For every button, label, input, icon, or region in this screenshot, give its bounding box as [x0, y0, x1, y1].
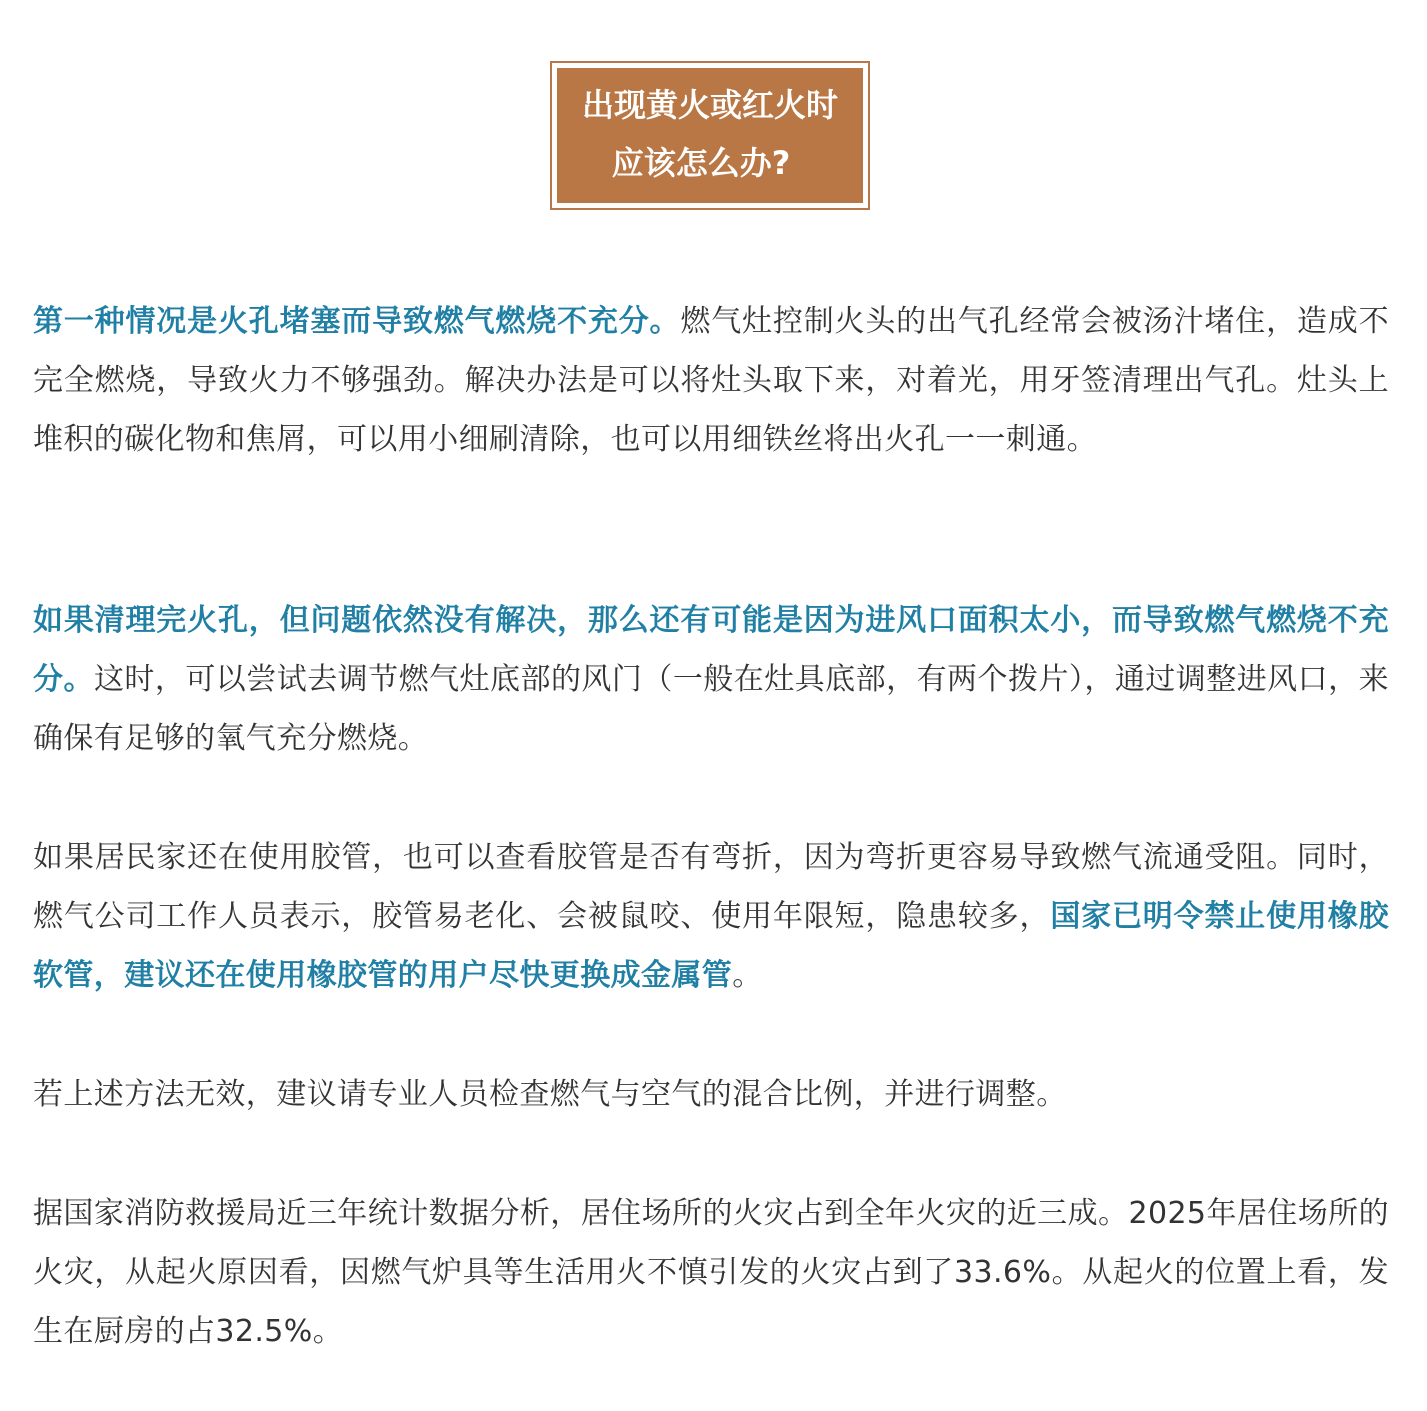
paragraph-text: 如果居民家还在使用胶管，也可以查看胶管是否有弯折，因为弯折更容易导致燃气流通受阻。同时，燃气公司工作人员表示，胶管易老化、会被鼠咬、使用年限短，隐患较多， [33, 840, 1389, 934]
paragraph-text: 据国家消防救援局近三年统计数据分析，居住场所的火灾占到全年火灾的近三成。2025年居住场所的火灾，从起火原因看，因燃气炉具等生活用火不慎引发的火灾占到了33.6%。从起火的位置上看，发生在厨房的占32.5%。 [33, 1196, 1389, 1349]
paragraph-blocked-holes [33, 292, 1389, 469]
paragraph-text: 燃气灶控制火头的出气孔经常会被汤汁堵住，造成不完全燃烧，导致火力不够强劲。解决办法是可以将灶头取下来，对着光，用牙签清理出气孔。灶头上堆积的碳化物和焦屑，可以用小细刷清除，也可以用细铁丝将出火孔一一刺通。 [33, 304, 1389, 457]
title-frame [550, 61, 870, 210]
paragraph-highlight: 国家已明令禁止使用橡胶软管，建议还在使用橡胶管的用户尽快更换成金属管 [33, 899, 1389, 993]
paragraph-rubber-hose [33, 828, 1389, 1005]
paragraph-air-inlet [33, 591, 1389, 768]
paragraph-tail: 。 [732, 958, 763, 993]
title-line-2: 应该怎么办? [611, 143, 791, 182]
paragraph-text: 这时，可以尝试去调节燃气灶底部的风门（一般在灶具底部，有两个拨片），通过调整进风口，来确保有足够的氧气充分燃烧。 [33, 662, 1389, 756]
paragraph-text: 若上述方法无效，建议请专业人员检查燃气与空气的混合比例，并进行调整。 [33, 1077, 1067, 1112]
paragraph-fire-statistics [33, 1184, 1389, 1361]
title-box [557, 68, 863, 203]
paragraph-highlight: 如果清理完火孔，但问题依然没有解决，那么还有可能是因为进风口面积太小，而导致燃气燃烧不充分。 [33, 603, 1389, 697]
paragraph-highlight: 第一种情况是火孔堵塞而导致燃气燃烧不充分。 [33, 304, 681, 339]
paragraph-professional-check [33, 1065, 1389, 1124]
title-line-1: 出现黄火或红火时 [581, 85, 838, 124]
